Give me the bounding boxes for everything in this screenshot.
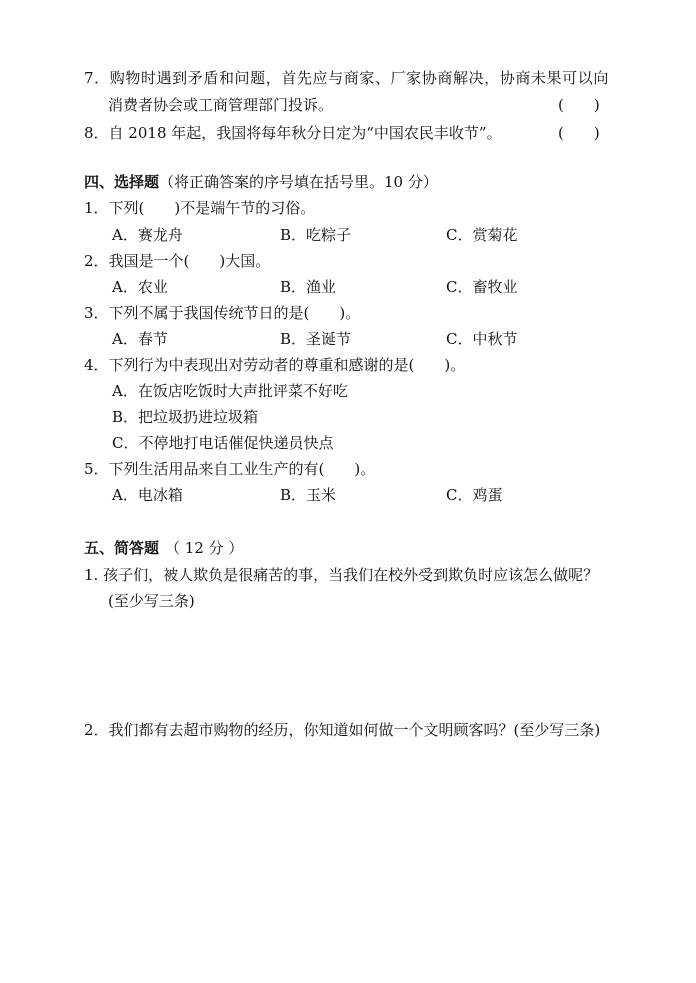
choice-question-4-option-a[interactable]: A．在饭店吃饭时大声批评菜不好吃 (112, 382, 348, 400)
question-7-line-2: 消费者协会或工商管理部门投诉。 (108, 96, 334, 114)
answer-parentheses-8[interactable]: ( ) (558, 124, 600, 142)
question-7-line-1: 7．购物时遇到矛盾和问题，首先应与商家、厂家协商解决，协商未果可以向 (84, 69, 609, 87)
choice-question-4-option-c[interactable]: C．不停地打电话催促快递员快点 (112, 434, 334, 452)
short-answer-2-line-1: 2．我们都有去超市购物的经历，你知道如何做一个文明顾客吗？(至少写三条) (84, 721, 601, 739)
choice-question-4-stem: 4．下列行为中表现出对劳动者的尊重和感谢的是( )。 (84, 356, 466, 374)
choice-question-1-stem: 1．下列( )不是端午节的习俗。 (84, 199, 316, 217)
choice-question-2-option-c[interactable]: C．畜牧业 (446, 278, 518, 296)
section-5-points: （ 12 分 ） (165, 539, 244, 557)
choice-question-3-option-a[interactable]: A．春节 (112, 330, 168, 348)
choice-question-3-option-c[interactable]: C．中秋节 (446, 330, 518, 348)
choice-question-2-stem: 2．我国是一个( )大国。 (84, 252, 271, 270)
answer-parentheses-7[interactable]: ( ) (558, 96, 600, 114)
choice-question-1-option-b[interactable]: B．吃粽子 (280, 226, 352, 244)
section-4-instruction: （将正确答案的序号填在括号里。10 分） (159, 173, 438, 191)
choice-question-5-option-c[interactable]: C．鸡蛋 (446, 486, 503, 504)
choice-question-4-option-b[interactable]: B．把垃圾扔进垃圾箱 (112, 408, 259, 426)
choice-question-5-stem: 5．下列生活用品来自工业生产的有( )。 (84, 460, 376, 478)
choice-question-1-option-c[interactable]: C．赏菊花 (446, 226, 518, 244)
choice-question-5-option-a[interactable]: A．电冰箱 (112, 486, 183, 504)
section-5-heading (84, 538, 243, 558)
section-4-title: 四、选择题 (84, 173, 160, 191)
question-8-line: 8．自 2018 年起，我国将每年秋分日定为“中国农民丰收节”。 (84, 124, 502, 142)
choice-question-1-option-a[interactable]: A．赛龙舟 (112, 226, 183, 244)
choice-question-2-option-b[interactable]: B．渔业 (280, 278, 337, 296)
choice-question-5-option-b[interactable]: B．玉米 (280, 486, 337, 504)
choice-question-3-stem: 3．下列不属于我国传统节日的是( )。 (84, 304, 361, 322)
choice-question-2-option-a[interactable]: A．农业 (112, 278, 168, 296)
short-answer-1-line-2: (至少写三条) (108, 592, 195, 610)
section-5-title: 五、简答题 (84, 539, 160, 557)
short-answer-1-line-1: 1. 孩子们，被人欺负是很痛苦的事，当我们在校外受到欺负时应该怎么做呢？ (84, 566, 599, 584)
section-4-heading (84, 172, 438, 192)
choice-question-3-option-b[interactable]: B．圣诞节 (280, 330, 352, 348)
